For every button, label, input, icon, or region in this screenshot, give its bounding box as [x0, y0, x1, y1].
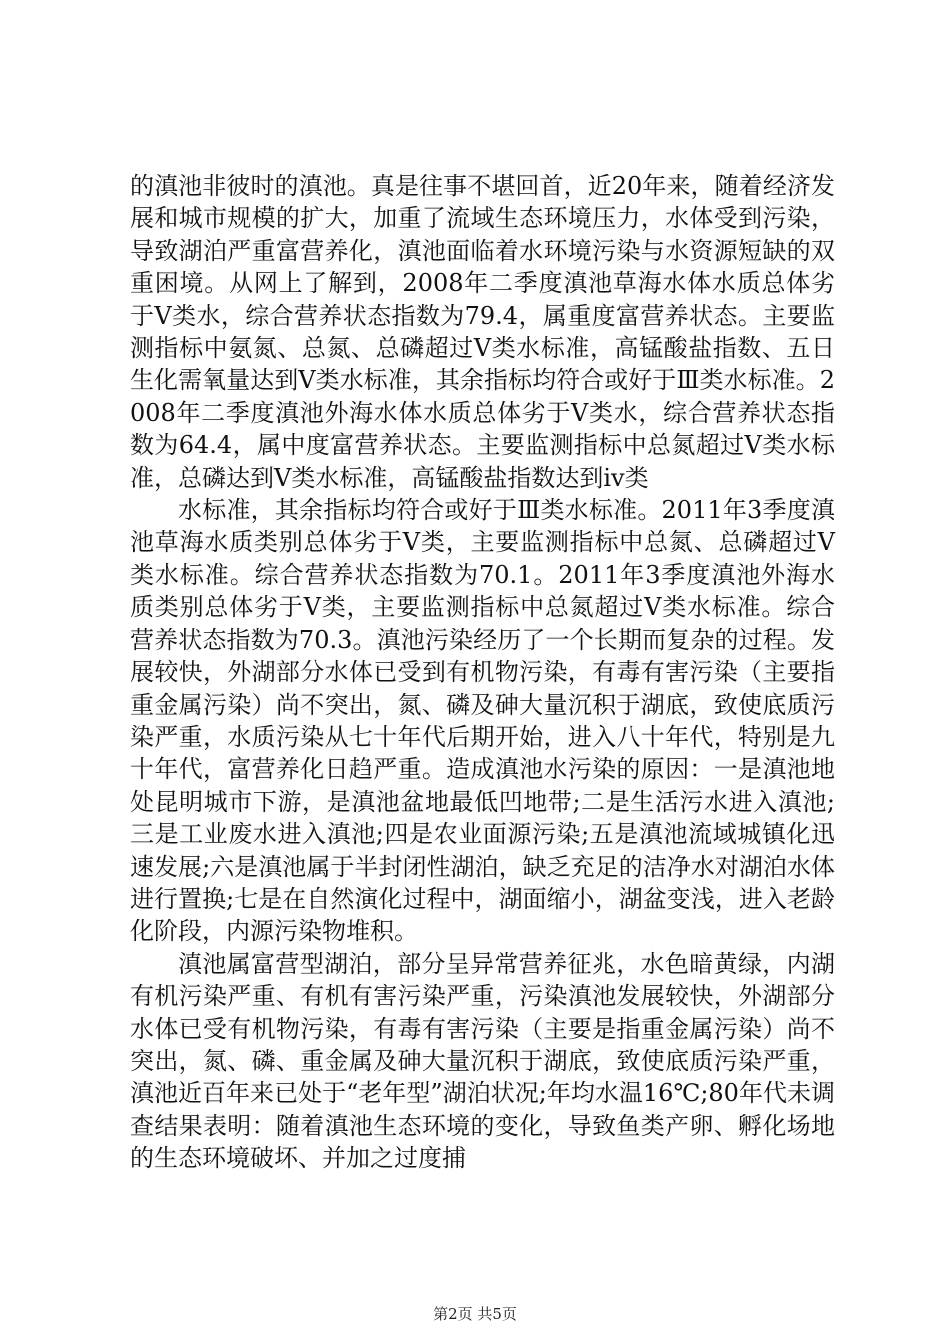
document-body [130, 170, 835, 1175]
page-number-footer: 第2页 共5页 [433, 1305, 517, 1323]
paragraph-3: 滇池属富营型湖泊，部分呈异常营养征兆，水色暗黄绿，内湖有机污染严重、有机有害污染严重，污染滇池发展较快，外湖部分水体已受有机物污染，有毒有害污染（主要是指重金属污染）尚不突出，氮、磷、重金属及砷大量沉积于湖底，致使底质污染严重，滇池近百年来已处于“老年型”湖泊状况;年均水温16℃;80年代未调查结果表明：随着滇池生态环境的变化，导致鱼类产卵、孵化场地的生态环境破坏、并加之过度捕 [130, 949, 835, 1173]
paragraph-2: 水标准，其余指标均符合或好于Ⅲ类水标准。2011年3季度滇池草海水质类别总体劣于Ⅴ类，主要监测指标中总氮、总磷超过Ⅴ类水标准。综合营养状态指数为70.1。2011年3季度滇池外海水质类别总体劣于Ⅴ类，主要监测指标中总氮超过Ⅴ类水标准。综合营养状态指数为70.3。滇池污染经历了一个长期而复杂的过程。发展较快，外湖部分水体已受到有机物污染，有毒有害污染（主要指重金属污染）尚不突出，氮、磷及砷大量沉积于湖底，致使底质污染严重，水质污染从七十年代后期开始，进入八十年代，特别是九十年代，富营养化日趋严重。造成滇池水污染的原因：一是滇池地处昆明城市下游，是滇池盆地最低凹地带;二是生活污水进入滇池;三是工业废水进入滇池;四是农业面源污染;五是滇池流域城镇化迅速发展;六是滇池属于半封闭性湖泊，缺乏充足的洁净水对湖泊水体进行置换;七是在自然演化过程中，湖面缩小，湖盆变浅，进入老龄化阶段，内源污染物堆积。 [130, 496, 835, 946]
paragraph-1: 的滇池非彼时的滇池。真是往事不堪回首，近20年来，随着经济发展和城市规模的扩大，加重了流域生态环境压力，水体受到污染，导致湖泊严重富营养化，滇池面临着水环境污染与水资源短缺的双重困境。从网上了解到，2008年二季度滇池草海水体水质总体劣于Ⅴ类水，综合营养状态指数为79.4，属重度富营养状态。主要监测指标中氨氮、总氮、总磷超过Ⅴ类水标准，高锰酸盐指数、五日生化需氧量达到Ⅴ类水标准，其余指标均符合或好于Ⅲ类水标准。2008年二季度滇池外海水体水质总体劣于Ⅴ类水，综合营养状态指数为64.4，属中度富营养状态。主要监测指标中总氮超过Ⅴ类水标准，总磷达到Ⅴ类水标准，高锰酸盐指数达到iv类 [130, 172, 835, 492]
